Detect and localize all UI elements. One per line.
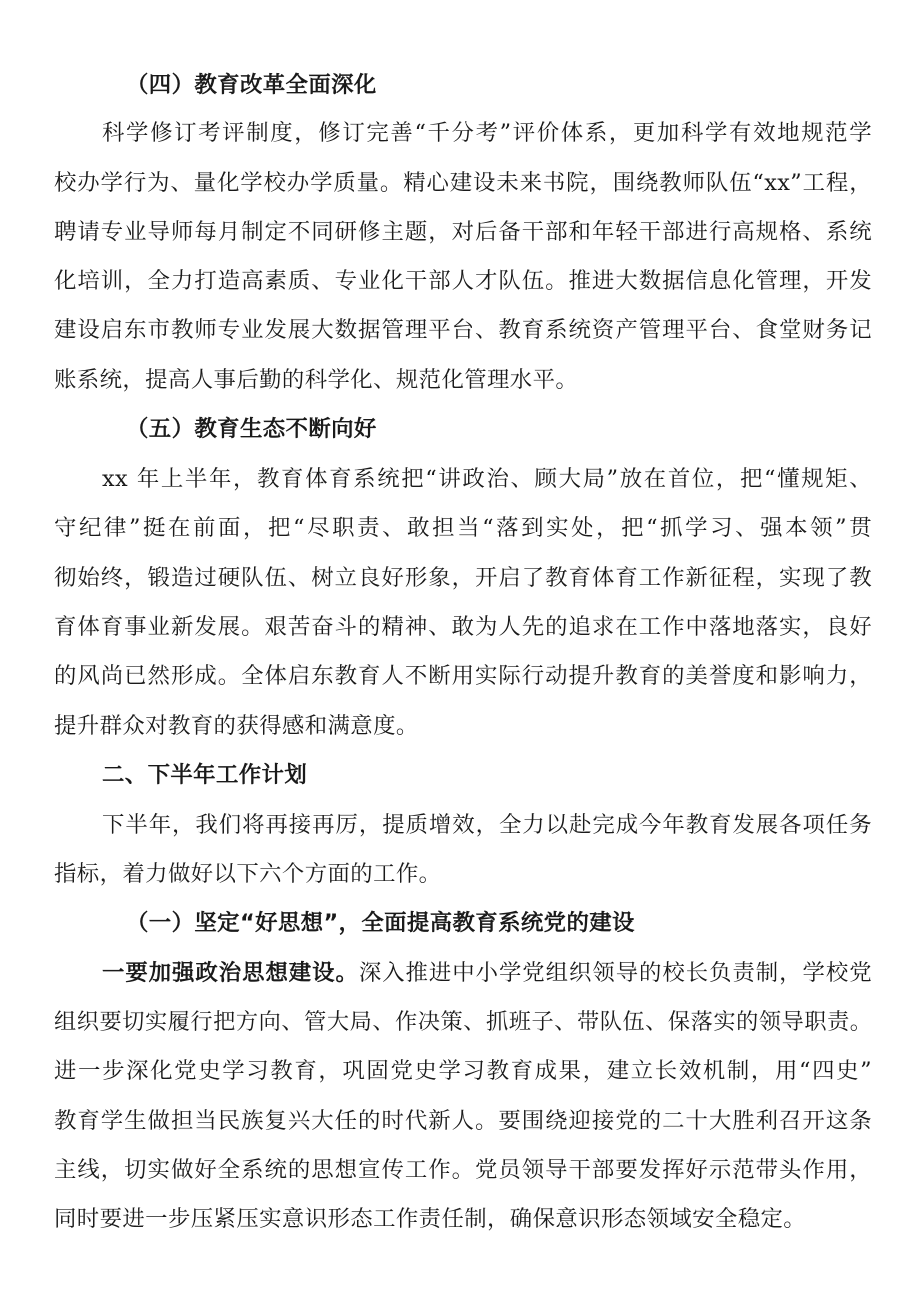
paragraph-line: 进一步深化党史学习教育，巩固党史学习教育成果，建立长效机制，用“四史” xyxy=(54,1058,872,1084)
paragraph-line: 彻始终，锻造过硬队伍、树立良好形象，开启了教育体育工作新征程，实现了教 xyxy=(54,565,872,591)
paragraph-line: xx 年上半年，教育体育系统把“讲政治、顾大局”放在首位，把“懂规矩、 xyxy=(102,466,872,492)
paragraph-lead: 一要加强政治思想建设。 xyxy=(102,960,359,986)
paragraph-line xyxy=(102,958,872,988)
paragraph-line: 提升群众对教育的获得感和满意度。 xyxy=(54,713,419,739)
paragraph-line: 守纪律”挺在前面，把“尽职责、敢担当“落到实处，把“抓学习、强本领”贯 xyxy=(54,515,872,541)
paragraph-line: 账系统，提高人事后勤的科学化、规范化管理水平。 xyxy=(54,367,579,393)
paragraph-line: 教育学生做担当民族复兴大任的时代新人。要围绕迎接党的二十大胜利召开这条 xyxy=(54,1108,872,1134)
paragraph-line: 同时要进一步压紧压实意识形态工作责任制，确保意识形态领域安全稳定。 xyxy=(54,1206,807,1232)
chapter-heading: 二、下半年工作计划 xyxy=(102,762,308,788)
paragraph-line: 校办学行为、量化学校办学质量。精心建设未来书院，围绕教师队伍“xx”工程， xyxy=(54,170,872,196)
section-heading: （五）教育生态不断向好 xyxy=(126,416,377,442)
section-heading: （一）坚定“好思想”，全面提高教育系统党的建设 xyxy=(126,910,635,936)
paragraph-line: 的风尚已然形成。全体启东教育人不断用实际行动提升教育的美誉度和影响力， xyxy=(54,663,872,689)
section-heading: （四）教育改革全面深化 xyxy=(126,72,377,98)
paragraph-line: 化培训，全力打造高素质、专业化干部人才队伍。推进大数据信息化管理，开发 xyxy=(54,268,872,294)
paragraph-text: 深入推进中小学党组织领导的校长负责制，学校党 xyxy=(358,960,872,986)
paragraph-line: 主线，切实做好全系统的思想宣传工作。党员领导干部要发挥好示范带头作用， xyxy=(54,1157,872,1183)
paragraph-line: 指标，着力做好以下六个方面的工作。 xyxy=(54,861,442,887)
paragraph-line: 育体育事业新发展。艰苦奋斗的精神、敢为人先的追求在工作中落地落实，良好 xyxy=(54,614,872,640)
paragraph-line: 科学修订考评制度，修订完善“千分考”评价体系，更加科学有效地规范学 xyxy=(102,120,872,146)
paragraph-line: 下半年，我们将再接再厉，提质增效，全力以赴完成今年教育发展各项任务 xyxy=(102,812,872,838)
paragraph-line: 聘请专业导师每月制定不同研修主题，对后备干部和年轻干部进行高规格、系统 xyxy=(54,219,872,245)
paragraph-line: 组织要切实履行把方向、管大局、作决策、抓班子、带队伍、保落实的领导职责。 xyxy=(54,1009,872,1035)
paragraph-line: 建设启东市教师专业发展大数据管理平台、教育系统资产管理平台、食堂财务记 xyxy=(54,317,872,343)
